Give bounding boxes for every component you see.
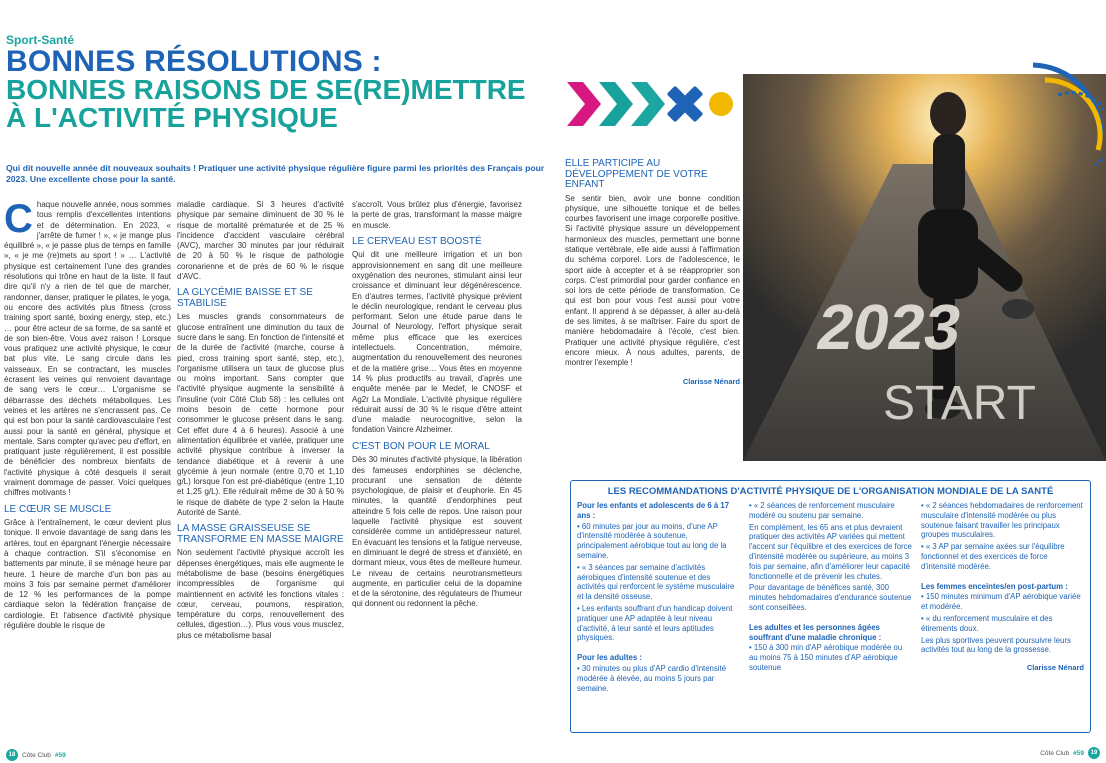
subhead-enfant: ELLE PARTICIPE AU DÉVELOPPEMENT DE VOTRE ENFANT [565, 158, 708, 190]
subhead-graisse: LA MASSE GRAISSEUSE SE TRANSFORME EN MASSE MAIGRE [177, 523, 344, 545]
start-road-text: START [883, 377, 1036, 430]
oms-recommendations-box [570, 480, 1091, 733]
footer-brand-left: Côte Club [22, 751, 51, 759]
title-line-2: BONNES RAISONS DE SE(RE)METTRE [6, 74, 526, 105]
paragraph-glycemie: Les muscles grands consommateurs de glucose entraînent une diminution du taux de sucre dans le sang. En fonction de l'intensité et de la durée de l'activité (marche, course à pied, cross training sport santé, step, etc.), l'organisme utilisera un taux de glucose plus ou moins important. Sans compter que l'activité physique augmente la sensibilité à l'insuline (voir Côté Club 58) : les cellules ont moins besoin de cette hormone pour consommer le glucose présent dans le sang. Cet effet dure 4 à 6 heures). Associé à une alimentation équilibrée et variée, pratiquer une activité physique contribue à inverser la tendance diabétique et à revenir à une glycémie à jeun normale (entre 0,70 et 1,10 g/L) lorsque l'on est pré-diabétique (entre 1,10 et 1,25 g/L). Elle réduirait même de 30 à 50 % le risque de diabète de type 2 selon la Haute Autorité de Santé. [177, 312, 344, 518]
paragraph-col2-start: maladie cardiaque. Si 3 heures d'activité physique par semaine diminuent de 30 % le risque de mortalité prématurée et de 25 % l'incidence d'accident vasculaire cérébral (AVC), marcher 30 minutes par jour réduirait de 20 à 50 % le risque de pathologie coronarienne et de près de 60 % le risque d'AVC. [177, 200, 344, 282]
box-item: • 30 minutes ou plus d'AP cardio d'intensité modérée à élevée, au moins 5 jours par semaine. [577, 663, 727, 693]
column-3 [352, 200, 522, 610]
paragraph-coeur: Grâce à l'entraînement, le cœur devient plus tonique. Il envoie davantage de sang dans les artères, tout en épargnant l'énergie nécessaire à chaque contraction. S'il s'économise en battements par minute, il se ménage heure par heure. 1 heure de marche d'un bon pas au moins 3 fois par semaine permet d'améliorer de 12 % les performances de la pompe cardiaque selon la fédération française de cardiologie. Et l'absence d'activité physique régulière double le risque de [4, 518, 171, 631]
box-heading-adults: Pour les adultes : [577, 653, 642, 663]
box-column-1 [577, 501, 740, 695]
subhead-glycemie: LA GLYCÉMIE BAISSE ET SE STABILISE [177, 287, 313, 309]
box-columns [577, 501, 1084, 695]
paragraph-enfant: Se sentir bien, avoir une bonne condition physique, une silhouette tonique et de belles courbes favorisent une image corporelle positive. Si l'activité physique assure un développement harmonieux des muscles, permettant une bonne statique vertébrale, elle aide aussi à l'affirmation du schéma corporel. Lors de l'adolescence, le sport aide à accepter et à se réapproprier son corps. C'est primordial pour garder confiance en soi lors de cette période de transformation. Ce qui est bon pour vous l'est aussi pour votre enfant. Il apprend à se dépasser, à aller au-delà de ses limites, à se maîtriser. Faire du sport de manière hebdomadaire à l'école, c'est bien. Pratiquer une activité physique régulière, c'est encore mieux. À nous adultes, parents, de montrer l'exemple ! [565, 193, 740, 368]
footer-issue-left: #59 [54, 751, 66, 759]
footer-brand-right: Côte Club [1040, 749, 1070, 757]
box-heading-chronic: Les adultes et les personnes âgées souffrant d'une maladie chronique : [749, 622, 882, 642]
box-item: • « 3 séances par semaine d'activités aérobiques d'intensité soutenue et des activités qui renforcent le système musculaire et la densité osseuse. [577, 562, 735, 602]
dropcap: C [4, 197, 33, 241]
section-kicker: Sport-Santé [6, 33, 75, 47]
box-title: LES RECOMMANDATIONS D'ACTIVITÉ PHYSIQUE DE L'ORGANISATION MONDIALE DE LA SANTÉ [607, 486, 1054, 497]
paragraph-cerveau: Qui dit une meilleure irrigation et un bon approvisionnement en sang dit une meilleure oxygénation des neurones, stimulant ainsi leur croissance et diminuant leur dégénérescence. En d'autres termes, l'activité physique prévient le déclin neurologique, rendant le cerveau plus performant. Selon une étude parue dans le Journal of Neurology, l'effort physique serait même plus efficace que les exercices intellectuels. Concentration, mémoire, augmentation du renouvellement des neurones et de la matière grise… Vous êtes en moyenne 14 % plus productifs au travail, d'après une enquête menée par le Medef, le CNOSF et Ag2r La Mondiale. L'activité physique régulière réduirait aussi de 30 % le risque d'être atteint d'une maladie neurocognitive, selon la fondation Vaincre Alzheimer. [352, 250, 522, 435]
box-item: • « 2 séances hebdomadaires de renforcement musculaire d'intensité modérée ou plus soutenue faisant travailler les principaux groupes musculaires. [921, 501, 1083, 540]
subhead-moral: C'EST BON POUR LE MORAL [352, 440, 490, 452]
page-number-right: 19 [1088, 747, 1100, 759]
subhead-coeur: LE CŒUR SE MUSCLE [4, 503, 112, 515]
box-item: • « 2 séances de renforcement musculaire modéré ou soutenu par semaine. [749, 501, 895, 520]
article-title [6, 45, 546, 133]
box-item: • « 3 AP par semaine axées sur l'équilibre fonctionnel et des exercices de force d'intensité modérée. [921, 542, 1065, 571]
box-item: En complément, les 65 ans et plus devraient pratiquer des activités AP variées qui mettent l'accent sur l'équilibre et des exercices de force d'intensité modérée ou supérieure, au moins 3 fois par semaine, afin d'améliorer leur capacité fonctionnelle et de prévenir les chutes. [749, 522, 912, 581]
column-1 [4, 197, 172, 631]
intro-text: haque nouvelle année, nous sommes tous remplis d'excellentes intentions et de détermination. En 2023, « j'arrête de fumer ! », « je mange plus équilibré », « je passe plus de temps en famille », « je me (re)mets au sport ! » … L'activité physique est certainement l'une des grandes résolutions qui trône en haut de la liste. Il faut dire qu'il n'y a rien de tel que de marcher, randonner, danser, pratiquer le pilates, le yoga, ou encore des activités plus fitness (cross training sport santé, boxing energy, step, etc.) … pour être acteur de sa forme, de sa santé et de son bien-être. Vous avez raison ! Lorsque vous pratiquez une activité physique, le cœur bat plus vite. Le sang circule dans les vaisseaux. En se contractant, les muscles écrasent les veines qui renvoient davantage de sang vers le cœur… L'organisme se débarrasse des déchets métaboliques. Les veines et les artères ne s'encrassent pas. Ce qui est bon pour la santé cardiovasculaire l'est aussi pour la santé en général, physique et mentale. Sans compter qu'avec peu d'effort, en pratiquant juste régulièrement, il est possible de bénéficier des nombreux bienfaits de l'activité physique à côté desquels il serait vraiment dommage de passer. Voici quelques chiffres motivants ! [4, 200, 172, 498]
decorative-arcs-icon [1023, 60, 1103, 170]
footer-left [6, 749, 66, 761]
box-heading-pregnant: Les femmes enceintes/en post-partum : [921, 581, 1068, 591]
paragraph-moral: Dès 30 minutes d'activité physique, la libération des fameuses endorphines se déclenche, procurant une sensation de détente psychologique, de plaisir et d'euphorie. En 45 minutes, la quantité d'endorphines peut atteindre 5 fois celle de repos. Une raison pour laquelle l'activité physique est souvent considérée comme un antidépresseur naturel. En évacuant les tensions et la fatigue nerveuse, en diminuant le degré de stress et d'anxiété, en dormant mieux, vous êtes de meilleure humeur. Le niveau de certains neurotransmetteurs augmente, en particulier celui de la dopamine et de la sérotonine, des régulateurs de l'humeur qui donnent ou redonnent la pêche. [352, 455, 522, 609]
chevrons-logo-icon [565, 74, 735, 134]
paragraph-graisse: Non seulement l'activité physique accroît les dépenses énergétiques, mais elle augmente le métabolisme de base (besoins énergétiques incompressibles de l'organisme qui maintiennent en activité les fonctions vitales : cœur, cerveau, poumons, respiration, température du corps, renouvellement des cellules, digestion…). Plus vous vous musclez, plus ce métabolisme basal [177, 548, 344, 640]
box-heading-children: Pour les enfants et adolescents de 6 à 17 ans : [577, 501, 730, 520]
paragraph-col3-start: s'accroît. Vous brûlez plus d'énergie, favorisez la perte de gras, transformant la masse maigre en muscle. [352, 200, 522, 230]
title-line-3: À L'ACTIVITÉ PHYSIQUE [6, 102, 338, 133]
column-2 [177, 200, 344, 641]
year-road-text: 2023 [812, 291, 968, 363]
box-column-3 [921, 501, 1084, 695]
intro-paragraph [4, 197, 172, 499]
right-page [553, 0, 1106, 763]
box-byline: Clarisse Nénard [1026, 663, 1084, 673]
box-item: • 60 minutes par jour au moins, d'une AP d'intensité modérée à soutenue, principalement aérobique tout au long de la semaine. [577, 521, 727, 560]
column-4 [565, 159, 740, 387]
box-item: • 150 à 300 min d'AP aérobique modérée ou au moins 75 à 150 minutes d'AP aérobique soutenue [749, 643, 903, 672]
footer-right [1040, 747, 1100, 759]
box-item: Les plus sportives peuvent poursuivre leurs activités tout au long de la grossesse. [921, 635, 1071, 655]
subhead-cerveau: LE CERVEAU EST BOOSTÉ [352, 235, 482, 247]
byline: Clarisse Nénard [682, 376, 740, 386]
box-item: • 150 minutes minimum d'AP aérobique variée et modérée. [921, 592, 1081, 612]
title-line-1: BONNES RÉSOLUTIONS : [6, 45, 382, 78]
footer-issue-right: #59 [1073, 749, 1084, 757]
box-item: Pour davantage de bénéfices santé, 300 minutes hebdomadaires d'endurance soutenue sont conseillées. [749, 583, 912, 612]
box-item: • « du renforcement musculaire et des étirements doux. [921, 613, 1053, 633]
article-lede: Qui dit nouvelle année dit nouveaux souhaits ! Pratiquer une activité physique régulière figure parmi les priorités des Français pour 2023. Une excellente chose pour la santé. [6, 163, 545, 184]
box-column-2 [749, 501, 912, 695]
page-number-left: 18 [6, 749, 18, 761]
box-item: • Les enfants souffrant d'un handicap doivent pratiquer une AP adaptée à leur niveau d'activité, à leur santé et leurs aptitudes physiques. [577, 603, 733, 643]
